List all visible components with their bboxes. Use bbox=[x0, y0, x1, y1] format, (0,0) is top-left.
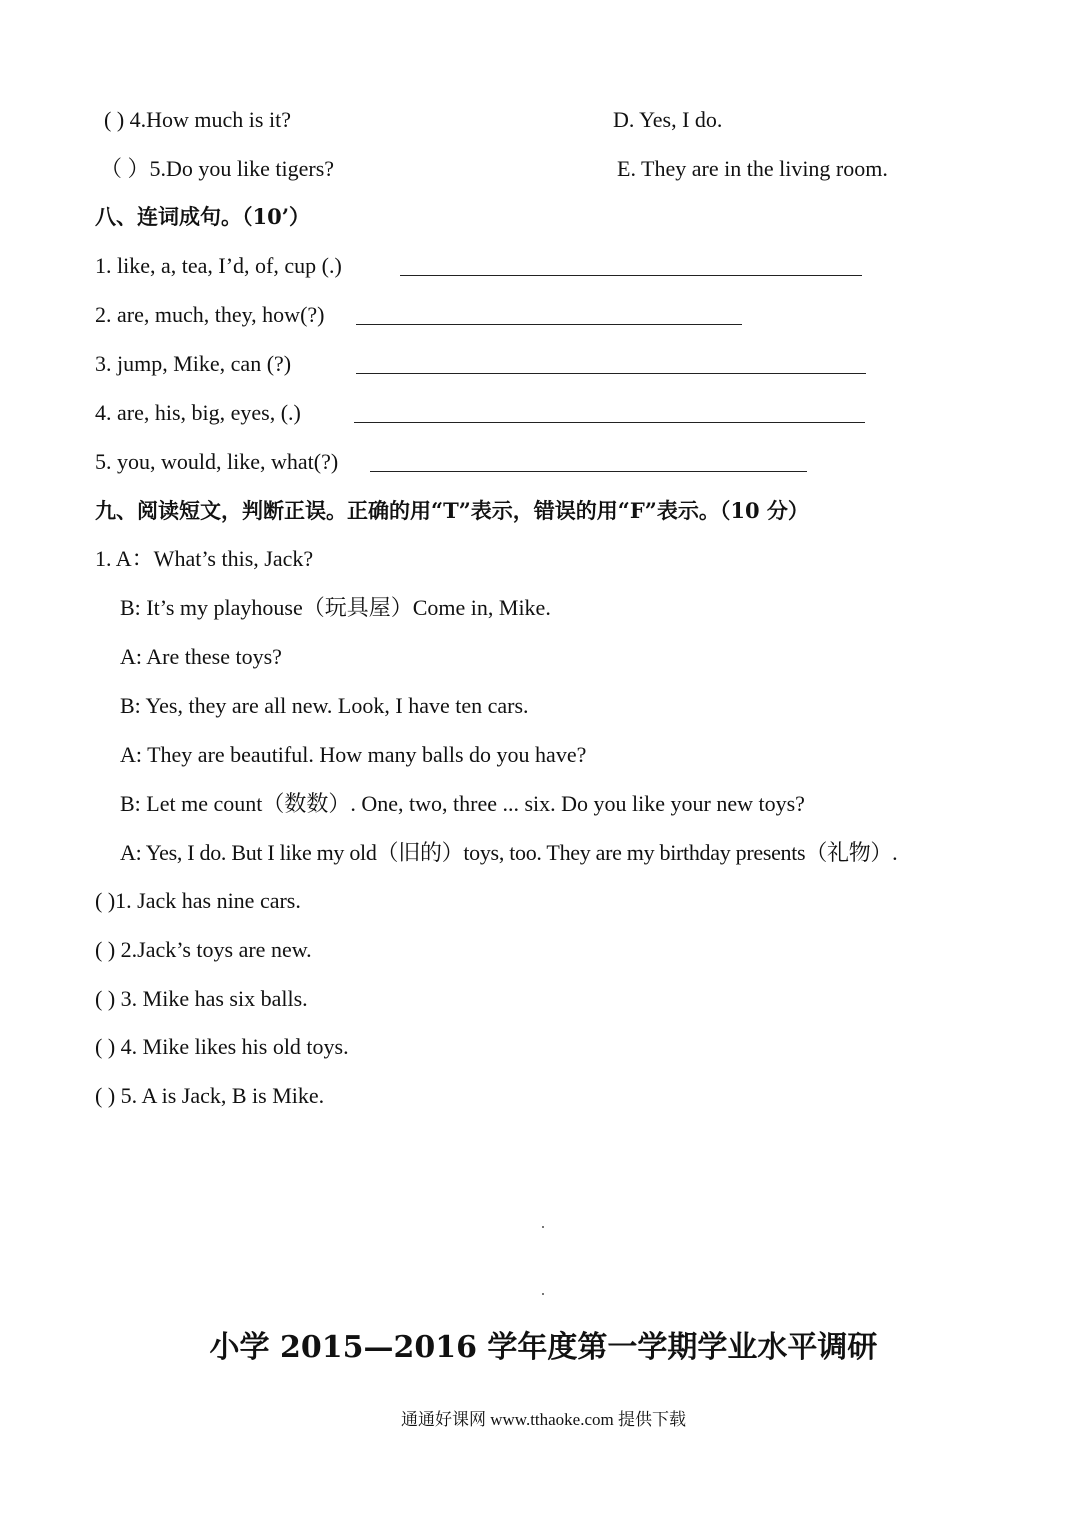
statement-2: ( ) 2.Jack’s toys are new. bbox=[95, 937, 312, 962]
page-footer: 通通好课网 www.tthaoke.com 提供下载 bbox=[400, 1410, 687, 1429]
answer-blank-2[interactable] bbox=[356, 304, 742, 325]
sentence-item-2 bbox=[95, 301, 325, 329]
sentence-words: 5. you, would, like, what(?) bbox=[95, 449, 339, 474]
answer-blank-5[interactable] bbox=[370, 451, 807, 472]
dialogue-line-7: A: Yes, I do. But I like my old（旧的）toys, too. They are my birthday presents（礼物）. bbox=[120, 840, 898, 865]
sentence-item-4 bbox=[95, 399, 301, 427]
matching-answer-d: D. Yes, I do. bbox=[613, 107, 723, 132]
dialogue-line-4: B: Yes, they are all new. Look, I have ten cars. bbox=[120, 693, 529, 718]
sentence-words: 3. jump, Mike, can (?) bbox=[95, 351, 292, 376]
statement-4: ( ) 4. Mike likes his old toys. bbox=[95, 1034, 349, 1059]
dialogue-line-6: B: Let me count（数数）. One, two, three ... six. Do you like your new toys? bbox=[120, 791, 805, 816]
sentence-item-3 bbox=[95, 350, 291, 378]
sentence-item-5 bbox=[95, 448, 338, 476]
answer-blank-1[interactable] bbox=[400, 255, 862, 276]
sentence-words: 4. are, his, big, eyes, (.) bbox=[95, 400, 301, 425]
statement-3: ( ) 3. Mike has six balls. bbox=[95, 986, 308, 1011]
matching-question-5: （ ）5.Do you like tigers? bbox=[100, 156, 335, 181]
dialogue-line-3: A: Are these toys? bbox=[120, 644, 282, 669]
section8-heading: 八、连词成句。（10’） bbox=[95, 204, 311, 229]
answer-blank-3[interactable] bbox=[356, 353, 866, 374]
exam-title: 小学 2015—2016 学年度第一学期学业水平调研 bbox=[209, 1330, 878, 1365]
statement-1: ( )1. Jack has nine cars. bbox=[95, 888, 301, 913]
sentence-words: 1. like, a, tea, I’d, of, cup (.) bbox=[95, 253, 342, 278]
dialogue-line-1: 1. A：What’s this, Jack? bbox=[95, 546, 314, 571]
sentence-item-1 bbox=[95, 252, 342, 280]
matching-question-4: ( ) 4.How much is it? bbox=[104, 107, 291, 132]
matching-answer-e: E. They are in the living room. bbox=[617, 156, 888, 181]
scan-speck bbox=[542, 1293, 544, 1295]
answer-blank-4[interactable] bbox=[354, 402, 865, 423]
scan-speck bbox=[542, 1226, 544, 1228]
statement-5: ( ) 5. A is Jack, B is Mike. bbox=[95, 1083, 325, 1108]
dialogue-line-2: B: It’s my playhouse（玩具屋）Come in, Mike. bbox=[120, 595, 551, 620]
sentence-words: 2. are, much, they, how(?) bbox=[95, 302, 325, 327]
section9-heading: 九、阅读短文，判断正误。正确的用“T”表示，错误的用“F”表示。（10 分） bbox=[95, 498, 809, 523]
dialogue-line-5: A: They are beautiful. How many balls do you have? bbox=[120, 742, 587, 767]
